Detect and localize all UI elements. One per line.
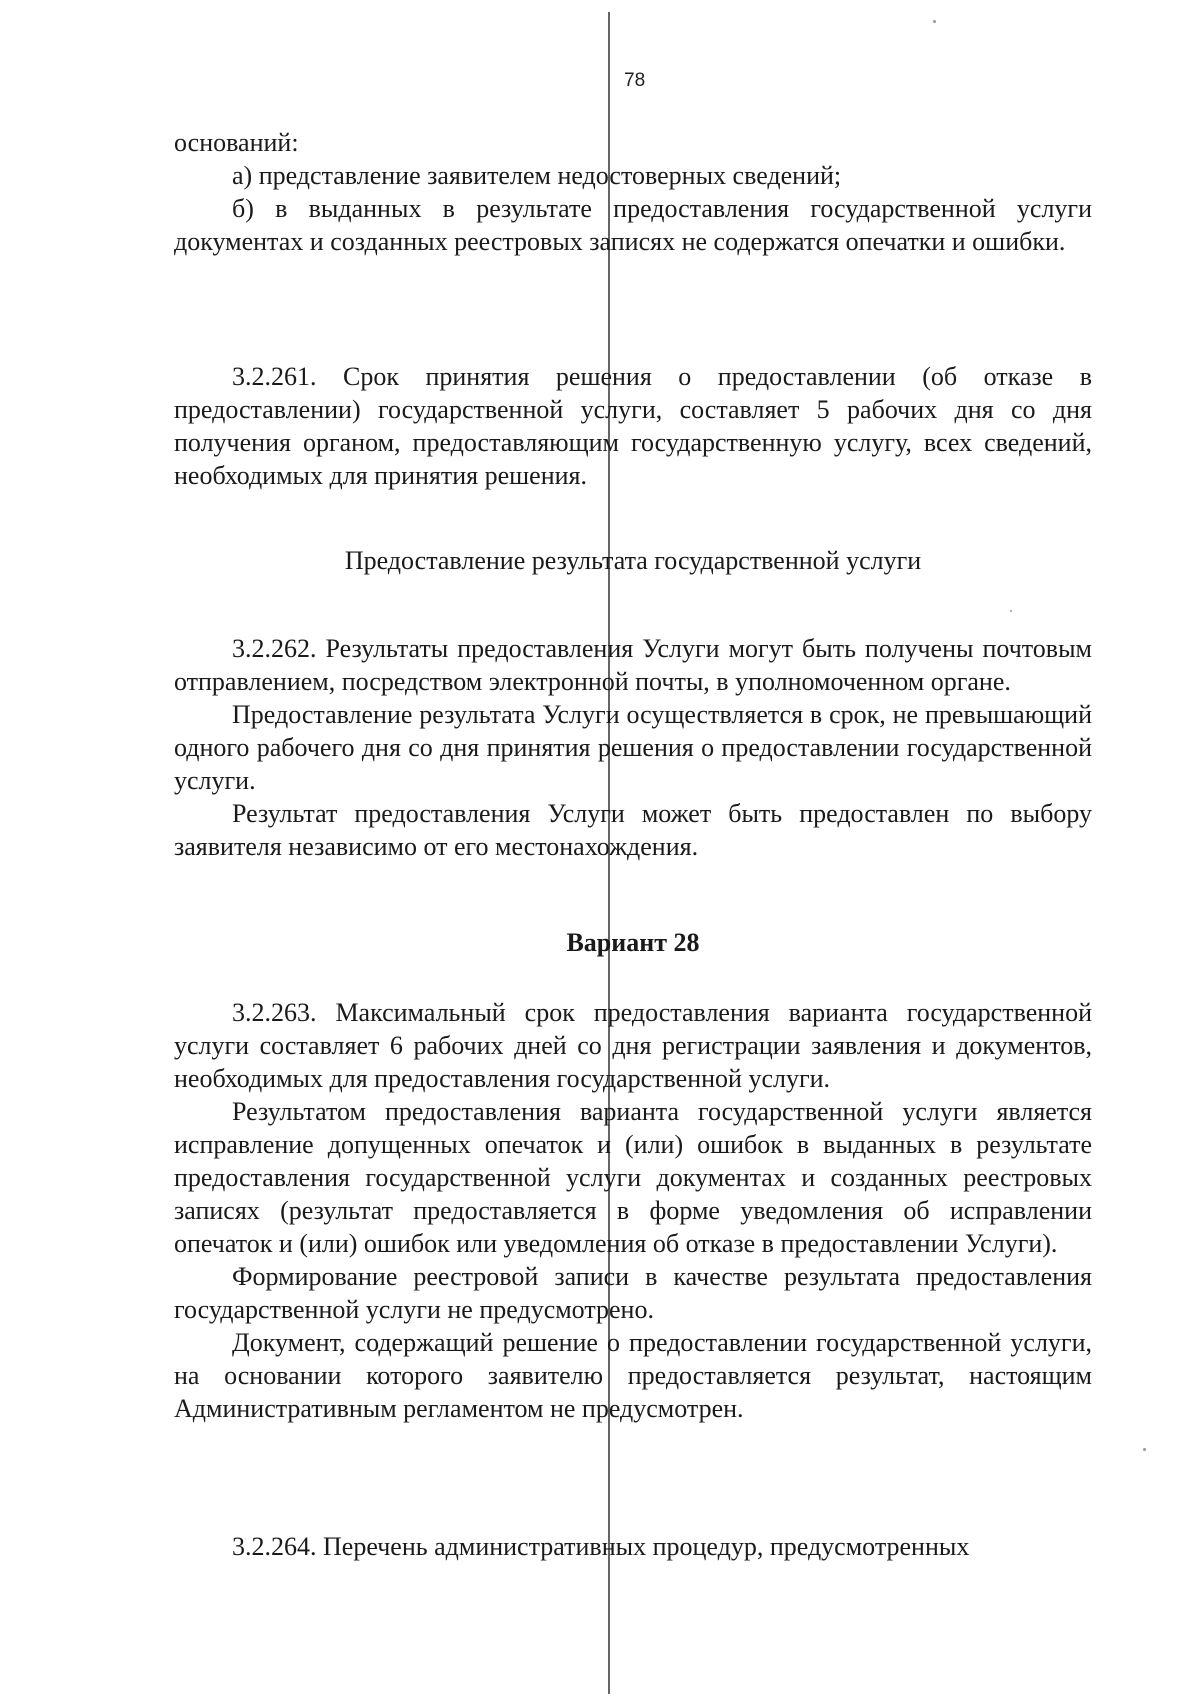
- paragraph: Формирование реестровой записи в качестве результата предоставления государственной услуги не предусмотрено.: [174, 1262, 1092, 1324]
- scan-speck: [1143, 1448, 1146, 1451]
- text-block-3-2-261: [174, 360, 1092, 492]
- paragraph: 3.2.262. Результаты предоставления Услуги могут быть получены почтовым отправлением, посредством электронной почты, в уполномоченном органе.: [174, 634, 1092, 696]
- paragraph: б) в выданных в результате предоставления государственной услуги документах и созданных реестровых записях не содержатся опечатки и ошибки.: [174, 194, 1092, 256]
- paragraph: 3.2.261. Срок принятия решения о предоставлении (об отказе в предоставлении) государственной услуги, составляет 5 рабочих дня со дня получения органом, предоставляющим государственную услугу, всех сведений, необходимых для принятия решения.: [174, 362, 1092, 490]
- paragraph: Предоставление результата Услуги осуществляется в срок, не превышающий одного рабочего дня со дня принятия решения о предоставлении государственной услуги.: [174, 700, 1092, 795]
- paragraph: Документ, содержащий решение о предоставлении государственной услуги, на основании которого заявителю предоставляется результат, настоящим Административным регламентом не предусмотрен.: [174, 1328, 1092, 1423]
- paragraph: 3.2.264. Перечень административных процедур, предусмотренных: [232, 1532, 970, 1561]
- page-number: 78: [624, 70, 646, 91]
- text-block-3-2-264: [174, 1530, 1092, 1563]
- paragraph: оснований:: [174, 128, 299, 157]
- section-subheading: Предоставление результата государственной услуги: [344, 546, 922, 575]
- paragraph: Результатом предоставления варианта государственной услуги является исправление допущенных опечаток и (или) ошибок в выданных в результате предоставления государственной услуги документах и созданных реестровых записях (результат предоставляется в форме уведомления об исправлении опечаток и (или) ошибок или уведомления об отказе в предоставлении Услуги).: [174, 1097, 1092, 1258]
- text-block-grounds: [174, 126, 1092, 258]
- paragraph: а) представление заявителем недостоверных сведений;: [232, 161, 842, 190]
- text-block-3-2-262: [174, 632, 1092, 863]
- paragraph: Результат предоставления Услуги может быть предоставлен по выбору заявителя независимо от его местонахождения.: [174, 799, 1092, 861]
- variant-heading: Вариант 28: [566, 928, 700, 957]
- scan-speck: [933, 20, 936, 23]
- paragraph: 3.2.263. Максимальный срок предоставления варианта государственной услуги составляет 6 рабочих дней со дня регистрации заявления и документов, необходимых для предоставления государственной услуги.: [174, 998, 1092, 1093]
- scan-speck: [1010, 610, 1012, 612]
- text-block-3-2-263: [174, 996, 1092, 1425]
